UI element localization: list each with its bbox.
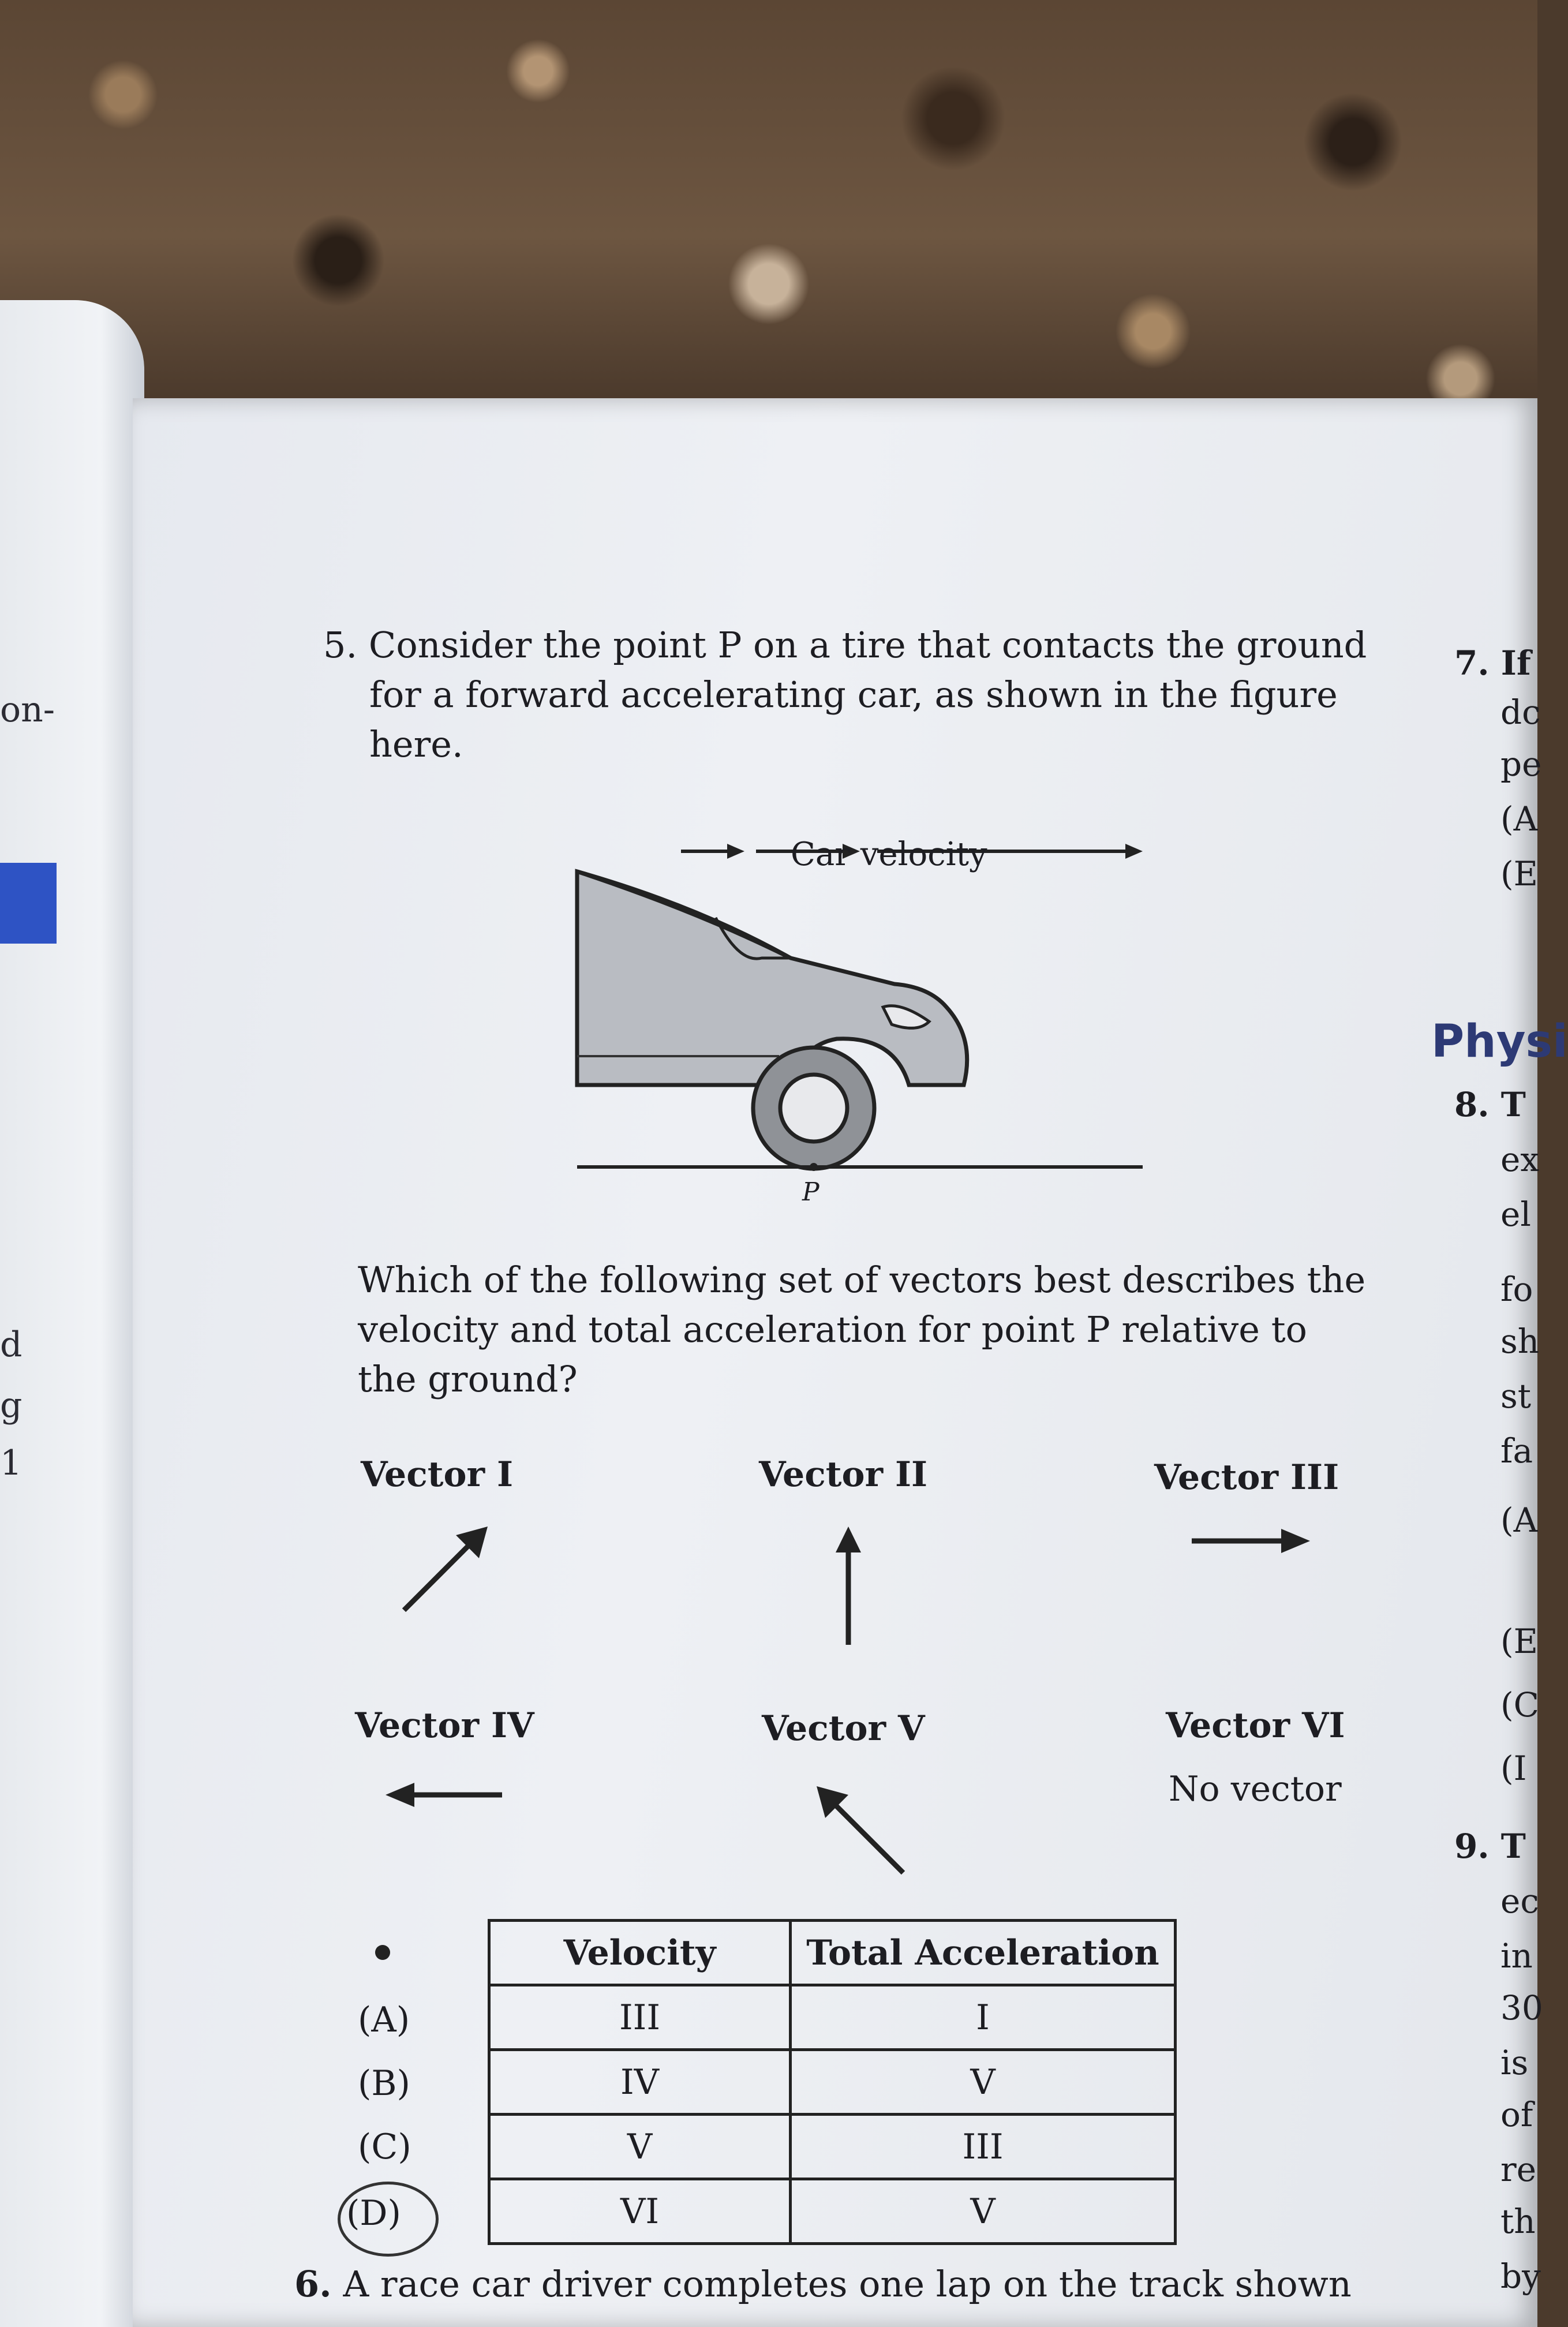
question-text-line: for a forward accelerating car, as shown in the figure [369, 674, 1338, 716]
right-fragment: th [1500, 2202, 1536, 2241]
point-p-label: P [802, 1177, 819, 1207]
right-fragment: sh [1500, 1322, 1540, 1361]
right-fragment: fa [1500, 1431, 1533, 1471]
right-fragment: by [1500, 2257, 1541, 2296]
velocity-cell: IV [489, 2050, 791, 2115]
question-prompt [358, 1255, 1365, 1404]
section-heading-fragment: Physi [1431, 1016, 1568, 1068]
velocity-cell: V [489, 2115, 791, 2179]
question-7-fragment: 7. If [1454, 644, 1531, 683]
right-fragment: (C [1500, 1685, 1540, 1724]
right-fragment: dc [1500, 693, 1541, 732]
question-text: A race car driver completes one lap on the track shown [343, 2263, 1352, 2305]
velocity-cell: III [489, 1985, 791, 2050]
prompt-line: velocity and total acceleration for point P relative to [358, 1308, 1307, 1350]
question-9-fragment: 9. T [1454, 1827, 1526, 1866]
option-b[interactable]: (B) [358, 2063, 410, 2104]
circled-answer-mark [338, 2182, 439, 2257]
car-velocity-label: Car velocity [791, 836, 987, 873]
table-row [489, 2050, 1176, 2115]
right-fragment: (A [1500, 1501, 1538, 1540]
question-number: 5. [323, 624, 358, 666]
right-fragment: of [1500, 2095, 1533, 2134]
right-fragment: ec [1500, 1881, 1539, 1921]
acceleration-cell: I [791, 1985, 1176, 2050]
option-c[interactable]: (C) [358, 2127, 411, 2167]
vector-v-arrow [808, 1778, 912, 1881]
vector-iv-label: Vector IV [355, 1705, 534, 1746]
right-fragment: is [1500, 2043, 1529, 2082]
table-header-row [489, 1921, 1176, 1985]
question-6 [294, 2259, 1352, 2309]
right-fragment: (E [1500, 854, 1538, 893]
header-total-acceleration: Total Acceleration [791, 1921, 1176, 1985]
right-fragment: ex [1500, 1140, 1540, 1179]
vector-iii-arrow [1189, 1521, 1316, 1561]
vector-i-label: Vector I [361, 1454, 514, 1495]
question-text-line: here. [369, 723, 463, 765]
right-fragment: el [1500, 1195, 1531, 1234]
header-velocity: Velocity [489, 1921, 791, 1985]
right-fragment: (I [1500, 1749, 1527, 1788]
right-fragment: in [1500, 1936, 1533, 1976]
acceleration-cell: V [791, 2179, 1176, 2244]
velocity-cell: VI [489, 2179, 791, 2244]
vector-ii-label: Vector II [759, 1454, 928, 1495]
vector-iii-label: Vector III [1154, 1457, 1339, 1498]
question-number: 6. [294, 2263, 332, 2305]
table-row [489, 2179, 1176, 2244]
left-page-fragment: g [0, 1385, 23, 1426]
left-facing-page [0, 300, 144, 2327]
right-fragment: re [1500, 2150, 1537, 2189]
left-page-fragment: d [0, 1325, 23, 1365]
table-row [489, 2115, 1176, 2179]
right-fragment: (A [1500, 799, 1538, 839]
vector-vi-label: Vector VI [1166, 1705, 1345, 1746]
right-fragment: (E [1500, 1622, 1538, 1661]
question-8-fragment: 8. T [1454, 1085, 1526, 1124]
prompt-line: the ground? [358, 1358, 578, 1400]
right-fragment: fo [1500, 1270, 1533, 1309]
blue-tab-marker [0, 863, 57, 944]
vector-v-label: Vector V [762, 1708, 925, 1749]
car-figure [571, 814, 1148, 1229]
vector-iv-arrow [381, 1775, 508, 1815]
no-vector-label: No vector [1169, 1769, 1342, 1809]
prompt-line: Which of the following set of vectors best describes the [358, 1259, 1366, 1301]
option-a[interactable]: (A) [358, 2000, 410, 2040]
question-5 [323, 620, 1367, 769]
vector-ii-arrow [825, 1524, 871, 1651]
question-text-line: Consider the point P on a tire that contacts the ground [368, 624, 1367, 666]
acceleration-cell: V [791, 2050, 1176, 2115]
right-fragment: 30 [1500, 1988, 1543, 2027]
table-row [489, 1985, 1176, 2050]
right-fragment: pe [1500, 745, 1542, 784]
left-page-fragment: on- [0, 690, 55, 730]
right-fragment: st [1500, 1376, 1532, 1416]
acceleration-cell: III [791, 2115, 1176, 2179]
option-d[interactable]: (D) [346, 2193, 401, 2234]
vector-i-arrow [398, 1518, 502, 1622]
left-page-fragment: 1 [0, 1443, 23, 1483]
answer-table [488, 1919, 1177, 2245]
pen-dot-mark [375, 1945, 390, 1960]
